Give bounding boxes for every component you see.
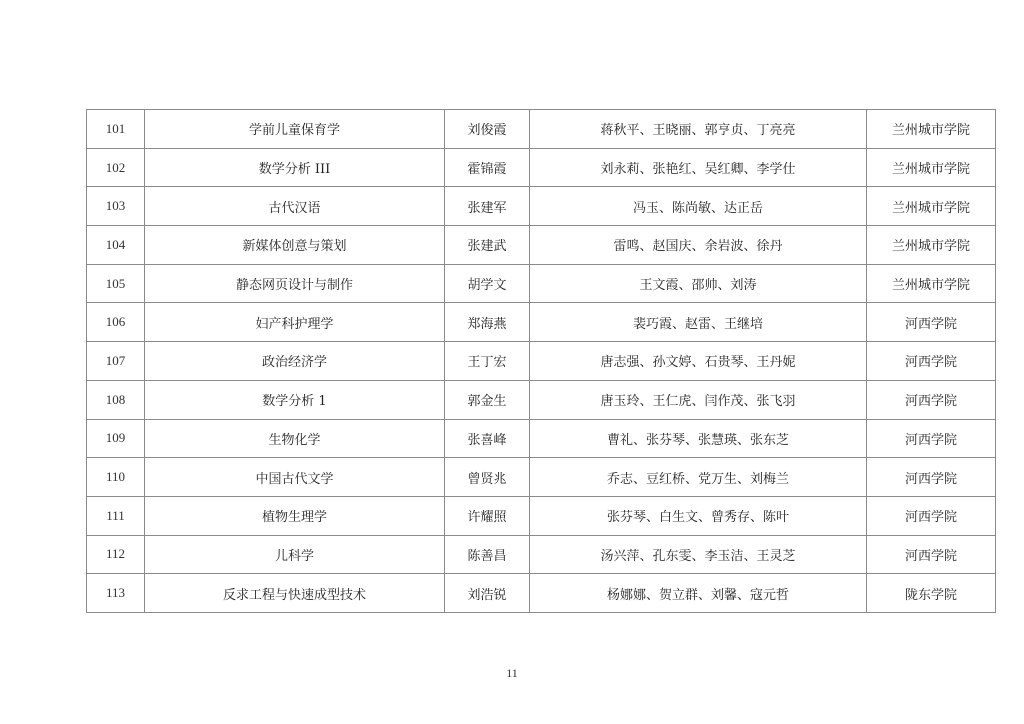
table-row: [87, 148, 996, 187]
table-row: [87, 264, 996, 303]
course-name-cell: 儿科学: [145, 535, 445, 574]
school-cell: 兰州城市学院: [867, 187, 996, 226]
school-cell: 河西学院: [867, 342, 996, 381]
school-cell: 河西学院: [867, 496, 996, 535]
row-number-cell: 113: [87, 574, 145, 613]
team-members-cell: 王文霞、邵帅、刘涛: [530, 264, 867, 303]
leader-cell: 张喜峰: [445, 419, 530, 458]
row-number-cell: 107: [87, 342, 145, 381]
leader-cell: 王丁宏: [445, 342, 530, 381]
team-members-cell: 汤兴萍、孔东雯、李玉洁、王灵芝: [530, 535, 867, 574]
leader-cell: 郭金生: [445, 380, 530, 419]
team-members-cell: 蒋秋平、王晓丽、郭亨贞、丁亮亮: [530, 110, 867, 149]
table-row: [87, 303, 996, 342]
school-cell: 兰州城市学院: [867, 148, 996, 187]
team-members-cell: 杨娜娜、贺立群、刘馨、寇元哲: [530, 574, 867, 613]
leader-cell: 张建武: [445, 226, 530, 265]
team-members-cell: 刘永莉、张艳红、吴红卿、李学仕: [530, 148, 867, 187]
table-row: [87, 187, 996, 226]
row-number-cell: 104: [87, 226, 145, 265]
leader-cell: 刘浩锐: [445, 574, 530, 613]
school-cell: 河西学院: [867, 535, 996, 574]
row-number-cell: 102: [87, 148, 145, 187]
table-row: [87, 380, 996, 419]
table-body: [87, 110, 996, 613]
row-number-cell: 106: [87, 303, 145, 342]
course-name-cell: 中国古代文学: [145, 458, 445, 497]
team-members-cell: 乔志、豆红桥、党万生、刘梅兰: [530, 458, 867, 497]
table-row: [87, 419, 996, 458]
leader-cell: 霍锦霞: [445, 148, 530, 187]
leader-cell: 张建军: [445, 187, 530, 226]
table-row: [87, 226, 996, 265]
school-cell: 兰州城市学院: [867, 226, 996, 265]
course-name-cell: 静态网页设计与制作: [145, 264, 445, 303]
table-row: [87, 458, 996, 497]
course-name-cell: 反求工程与快速成型技术: [145, 574, 445, 613]
leader-cell: 曾贤兆: [445, 458, 530, 497]
course-name-cell: 数学分析 III: [145, 148, 445, 187]
course-name-cell: 植物生理学: [145, 496, 445, 535]
course-name-cell: 政治经济学: [145, 342, 445, 381]
row-number-cell: 112: [87, 535, 145, 574]
school-cell: 河西学院: [867, 380, 996, 419]
team-members-cell: 雷鸣、赵国庆、余岩波、徐丹: [530, 226, 867, 265]
course-table: [86, 109, 996, 613]
table-row: [87, 110, 996, 149]
row-number-cell: 109: [87, 419, 145, 458]
school-cell: 河西学院: [867, 458, 996, 497]
table-row: [87, 496, 996, 535]
row-number-cell: 105: [87, 264, 145, 303]
leader-cell: 许耀照: [445, 496, 530, 535]
course-name-cell: 数学分析 1: [145, 380, 445, 419]
leader-cell: 陈善昌: [445, 535, 530, 574]
school-cell: 河西学院: [867, 303, 996, 342]
team-members-cell: 唐志强、孙文婷、石贵琴、王丹妮: [530, 342, 867, 381]
row-number-cell: 108: [87, 380, 145, 419]
team-members-cell: 唐玉玲、王仁虎、闫作茂、张飞羽: [530, 380, 867, 419]
school-cell: 陇东学院: [867, 574, 996, 613]
leader-cell: 刘俊霞: [445, 110, 530, 149]
table-row: [87, 535, 996, 574]
row-number-cell: 110: [87, 458, 145, 497]
team-members-cell: 张芬琴、白生文、曾秀存、陈叶: [530, 496, 867, 535]
course-name-cell: 生物化学: [145, 419, 445, 458]
course-name-cell: 新媒体创意与策划: [145, 226, 445, 265]
row-number-cell: 101: [87, 110, 145, 149]
team-members-cell: 冯玉、陈尚敏、达正岳: [530, 187, 867, 226]
table-row: [87, 342, 996, 381]
course-name-cell: 妇产科护理学: [145, 303, 445, 342]
leader-cell: 郑海燕: [445, 303, 530, 342]
course-name-cell: 学前儿童保育学: [145, 110, 445, 149]
team-members-cell: 曹礼、张芬琴、张慧瑛、张东芝: [530, 419, 867, 458]
school-cell: 兰州城市学院: [867, 110, 996, 149]
row-number-cell: 111: [87, 496, 145, 535]
leader-cell: 胡学文: [445, 264, 530, 303]
course-name-cell: 古代汉语: [145, 187, 445, 226]
team-members-cell: 裴巧霞、赵雷、王继培: [530, 303, 867, 342]
school-cell: 兰州城市学院: [867, 264, 996, 303]
table-row: [87, 574, 996, 613]
school-cell: 河西学院: [867, 419, 996, 458]
row-number-cell: 103: [87, 187, 145, 226]
page-number: 11: [506, 666, 518, 680]
